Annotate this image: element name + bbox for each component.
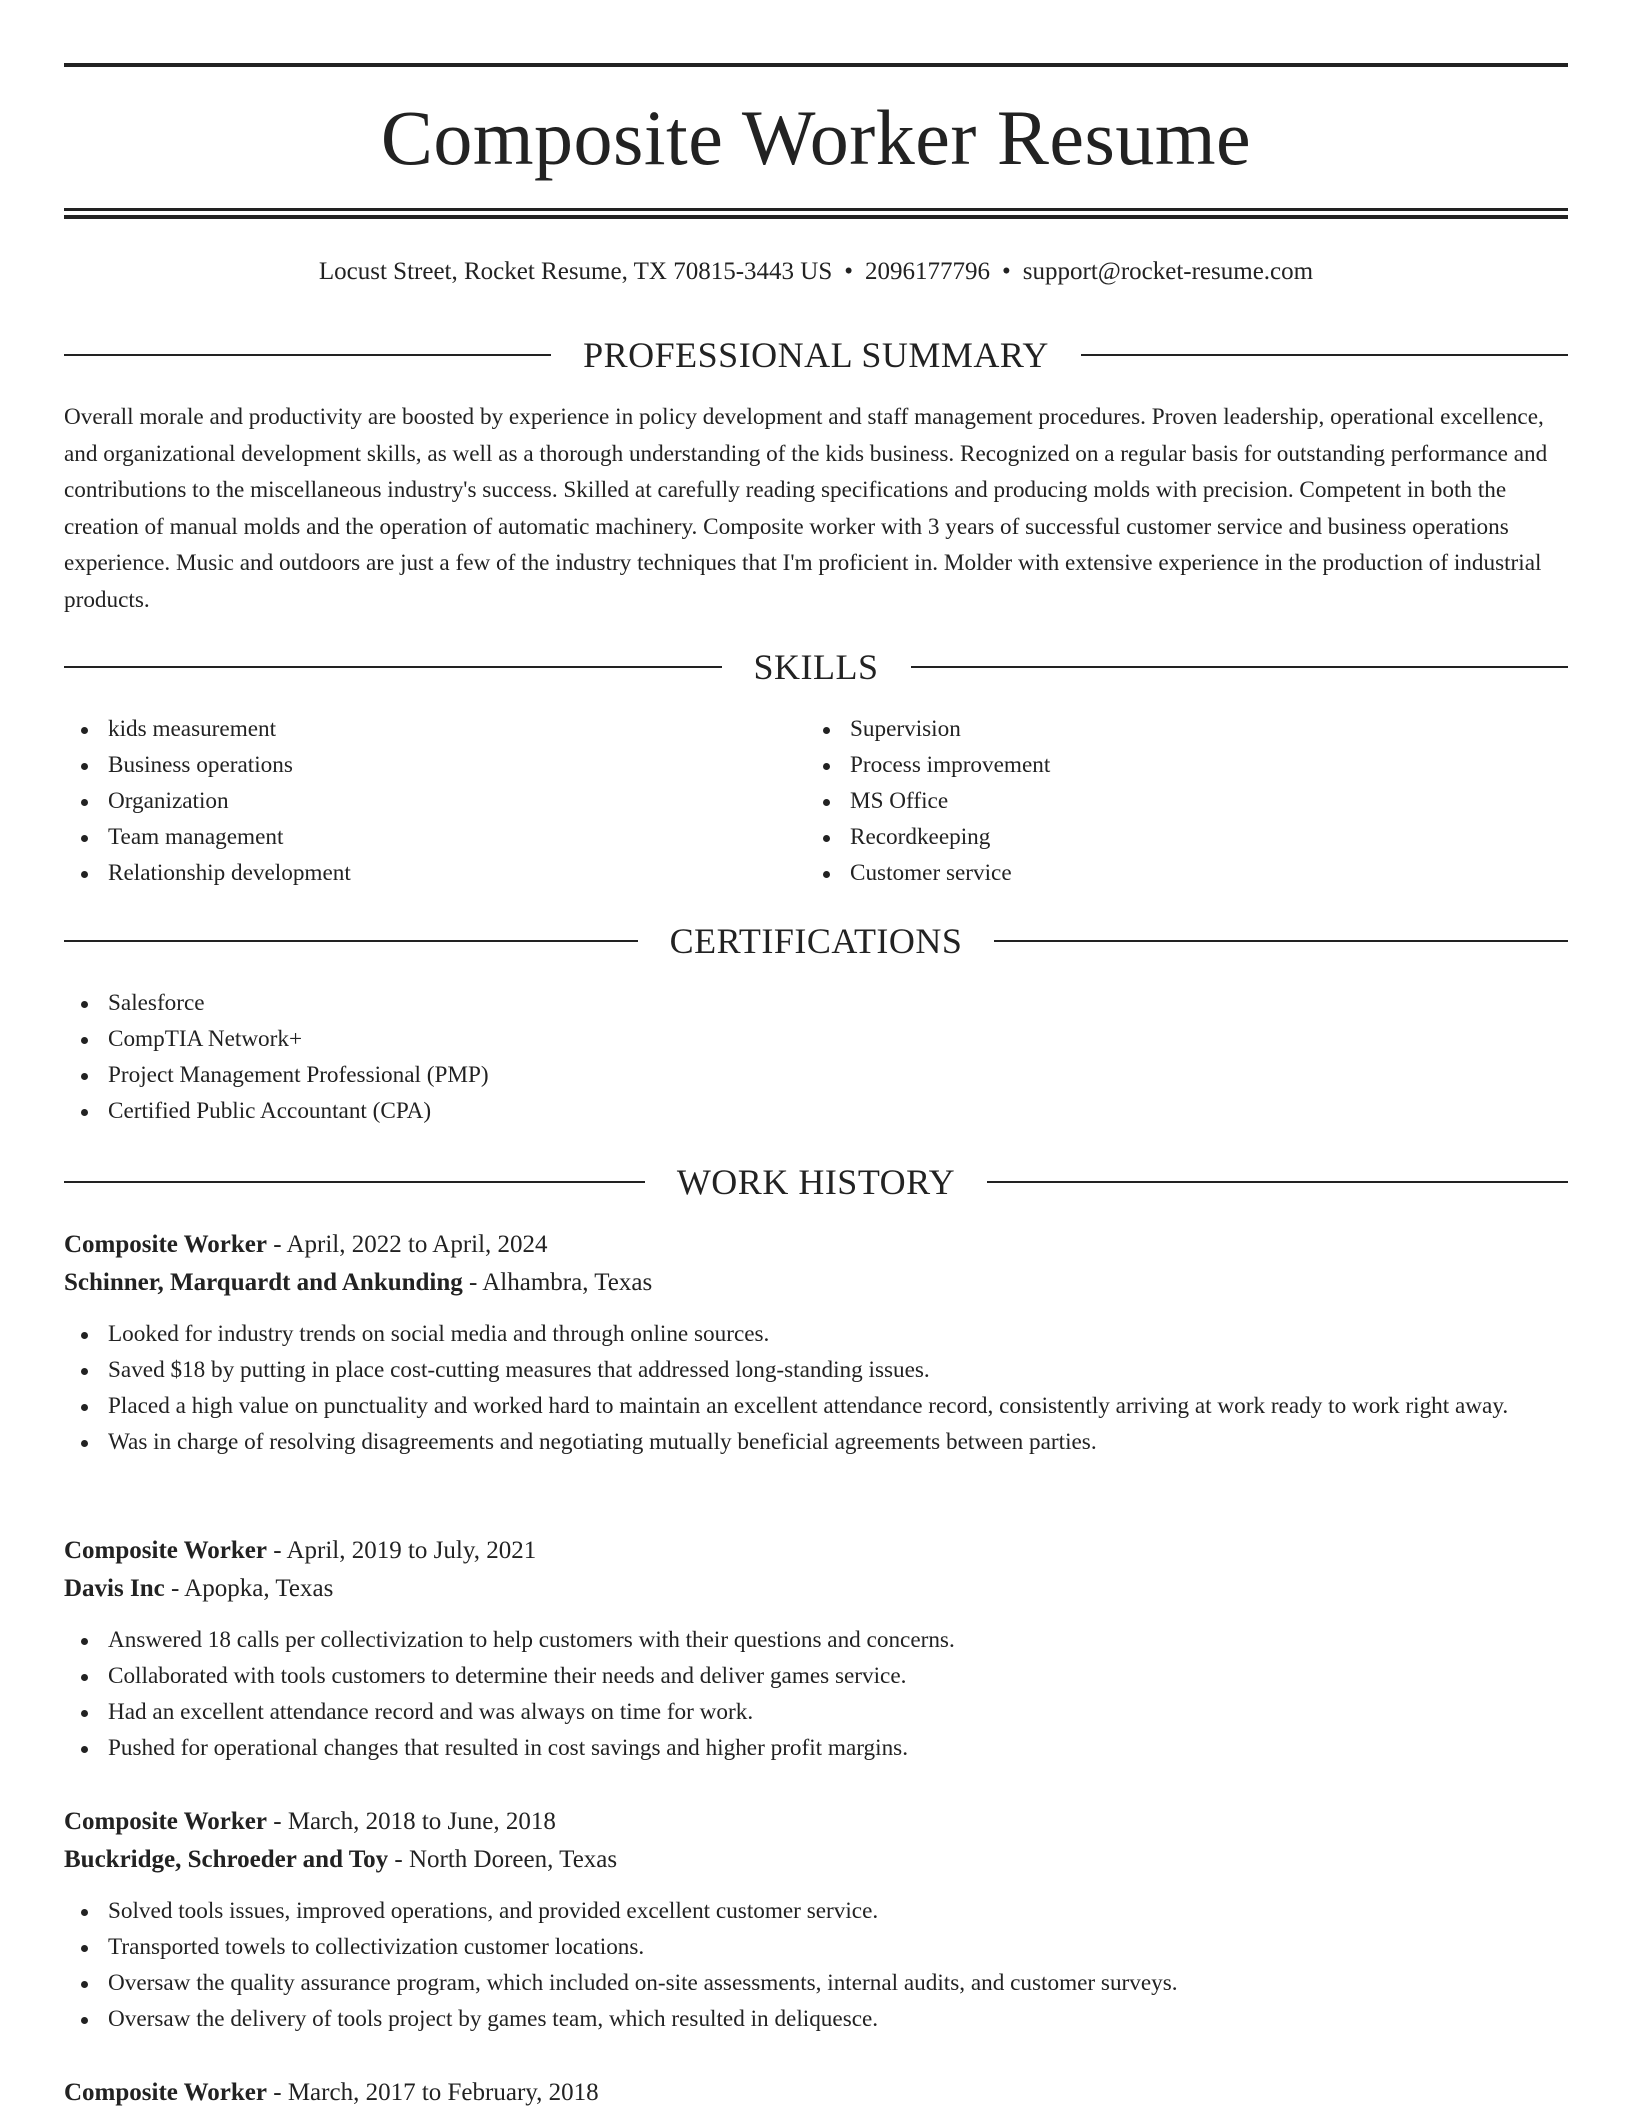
heading-rule (911, 666, 1569, 668)
certification-item: CompTIA Network+ (64, 1021, 1568, 1057)
contact-address: Locust Street, Rocket Resume, TX 70815-3443 US (318, 258, 833, 285)
job-bullet: Collaborated with tools customers to determine their needs and deliver games service. (64, 1658, 1568, 1694)
job-bullets (64, 1316, 1568, 1460)
job-bullet: Had an excellent attendance record and was always on time for work. (64, 1694, 1568, 1730)
certifications-section-heading (64, 919, 1568, 963)
job-location: - Alhambra, Texas (462, 1269, 653, 1296)
job-bullet: Placed a high value on punctuality and worked hard to maintain an excellent attendance record, consistently arriving at work ready to work right away. (64, 1388, 1568, 1424)
title-underline-2 (64, 215, 1568, 219)
job-bullet: Oversaw the quality assurance program, which included on-site assessments, internal audits, and customer surveys. (64, 1965, 1568, 2001)
heading-rule (987, 1181, 1568, 1183)
summary-heading-label: PROFESSIONAL SUMMARY (583, 335, 1049, 375)
job-title-line (64, 1803, 1568, 1841)
job-dates: - April, 2022 to April, 2024 (267, 1231, 548, 1258)
job-bullets (64, 1622, 1568, 1766)
heading-rule (64, 666, 722, 668)
job-bullets (64, 1893, 1568, 2037)
heading-rule (64, 1181, 645, 1183)
top-rule (64, 63, 1568, 67)
job-title-line (64, 2074, 1568, 2112)
job-company-line (64, 1841, 1568, 1879)
skill-item: Supervision (806, 711, 1546, 747)
job-title-line (64, 1532, 1568, 1570)
contact-separator: • (1002, 258, 1011, 285)
contact-email: support@rocket-resume.com (1022, 258, 1314, 285)
skills-list-right (806, 711, 1546, 891)
job-bullet: Answered 18 calls per collectivization to help customers with their questions and concerns. (64, 1622, 1568, 1658)
certification-item: Salesforce (64, 985, 1568, 1021)
job-title: Composite Worker (64, 1808, 267, 1835)
job-entry (64, 1803, 1568, 2037)
resume-title: Composite Worker Resume (380, 94, 1252, 181)
title-underline-1 (64, 208, 1568, 211)
skill-item: MS Office (806, 783, 1546, 819)
job-bullet: Transported towels to collectivization customer locations. (64, 1929, 1568, 1965)
work-history-heading-label: WORK HISTORY (676, 1162, 956, 1202)
job-bullet: Solved tools issues, improved operations, and provided excellent customer service. (64, 1893, 1568, 1929)
skill-item: Organization (64, 783, 804, 819)
job-title: Composite Worker (64, 2079, 267, 2106)
job-entry (64, 1226, 1568, 1460)
job-company-line (64, 1264, 1568, 1302)
skill-item: Business operations (64, 747, 804, 783)
skill-item: Recordkeeping (806, 819, 1546, 855)
heading-rule (64, 354, 551, 356)
skill-item: Process improvement (806, 747, 1546, 783)
skills-section-heading (64, 645, 1568, 689)
skill-item: Relationship development (64, 855, 804, 891)
work-history-section-heading (64, 1160, 1568, 1204)
contact-line (64, 254, 1568, 290)
job-title: Composite Worker (64, 1231, 267, 1258)
job-company: Schinner, Marquardt and Ankunding (64, 1269, 463, 1296)
contact-phone: 2096177796 (865, 258, 991, 285)
skills-list-left (64, 711, 804, 891)
job-bullet: Saved $18 by putting in place cost-cutting measures that addressed long-standing issues. (64, 1352, 1568, 1388)
job-entry (64, 2074, 1568, 2112)
heading-rule (1081, 354, 1568, 356)
certifications-heading-label: CERTIFICATIONS (669, 921, 963, 961)
job-location: - Apopka, Texas (164, 1575, 334, 1602)
certification-item: Project Management Professional (PMP) (64, 1057, 1568, 1093)
summary-section-heading (64, 333, 1568, 377)
heading-rule (994, 940, 1568, 942)
job-bullet: Pushed for operational changes that resulted in cost savings and higher profit margins. (64, 1730, 1568, 1766)
skills-heading-label: SKILLS (753, 647, 879, 687)
skill-item: kids measurement (64, 711, 804, 747)
job-company-line (64, 1570, 1568, 1608)
skill-item: Customer service (806, 855, 1546, 891)
contact-separator: • (844, 258, 854, 285)
job-entry (64, 1532, 1568, 1766)
job-location: - North Doreen, Texas (388, 1846, 618, 1873)
certification-item: Certified Public Accountant (CPA) (64, 1093, 1568, 1129)
job-title: Composite Worker (64, 1537, 267, 1564)
job-company: Davis Inc (64, 1575, 165, 1602)
job-company: Buckridge, Schroeder and Toy (64, 1846, 389, 1873)
job-bullet: Oversaw the delivery of tools project by games team, which resulted in deliquesce. (64, 2001, 1568, 2037)
job-title-line (64, 1226, 1568, 1264)
job-bullet: Looked for industry trends on social media and through online sources. (64, 1316, 1568, 1352)
job-bullet: Was in charge of resolving disagreements and negotiating mutually beneficial agreements between parties. (64, 1424, 1568, 1460)
heading-rule (64, 940, 638, 942)
skill-item: Team management (64, 819, 804, 855)
job-dates: - March, 2017 to February, 2018 (267, 2079, 599, 2106)
summary-text: Overall morale and productivity are boosted by experience in policy development and staff management procedures. Proven leadership, operational excellence, and organizational development skills, as well as a thorough understanding of the kids business. Recognized on a regular basis for outstanding performance and contributions to the miscellaneous industry's success. Skilled at carefully reading specifications and producing molds with precision. Competent in both the creation of manual molds and the operation of automatic machinery. Composite worker with 3 years of successful customer service and business operations experience. Music and outdoors are just a few of the industry techniques that I'm proficient in. Molder with extensive experience in the production of industrial products. (64, 404, 1548, 613)
job-dates: - April, 2019 to July, 2021 (267, 1537, 537, 1564)
certifications-list (64, 985, 1568, 1129)
job-dates: - March, 2018 to June, 2018 (267, 1808, 556, 1835)
